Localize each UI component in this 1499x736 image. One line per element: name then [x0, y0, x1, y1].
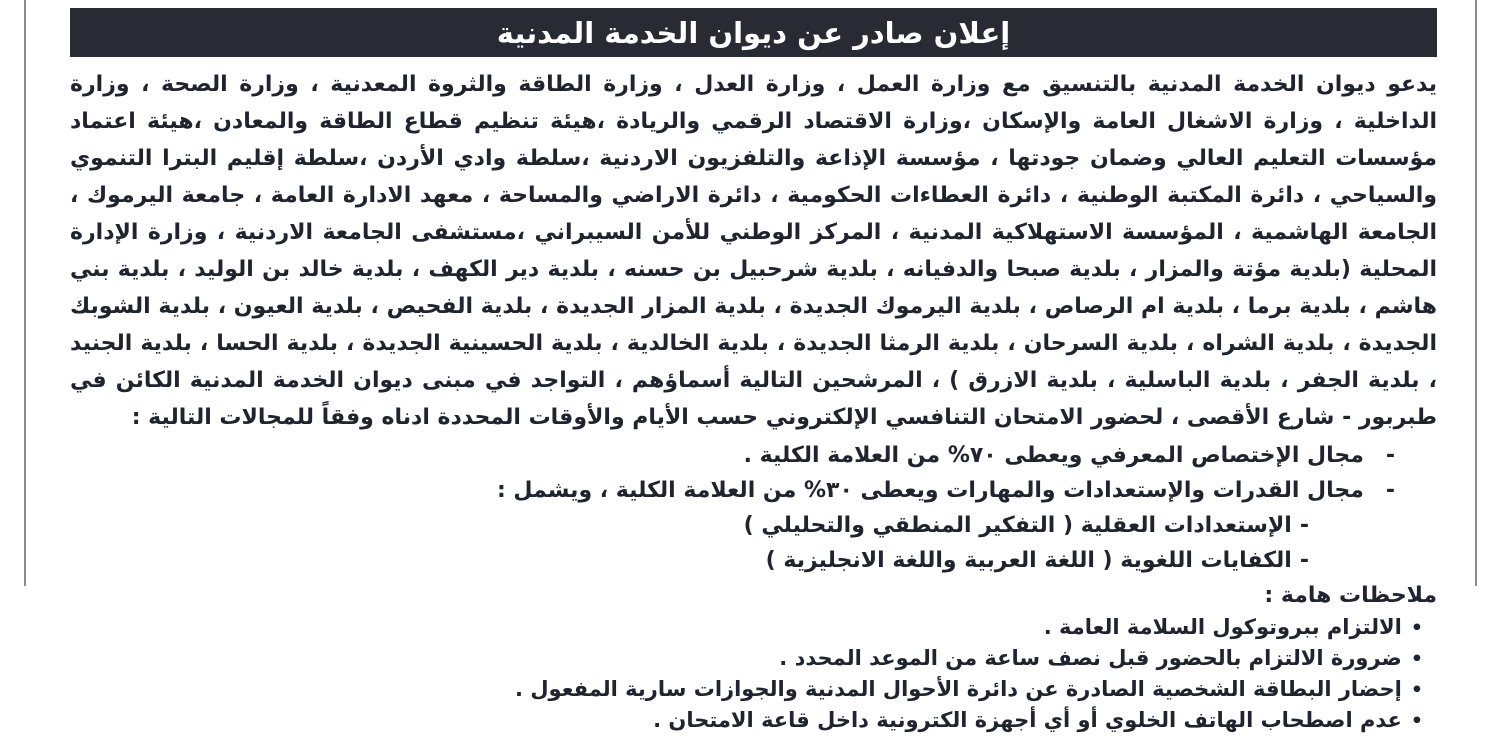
- note-item-clipped: [70, 705, 1437, 736]
- exam-field-item: [70, 473, 1437, 508]
- dot-bullet: •: [1410, 648, 1423, 670]
- exam-subitem-text: الكفايات اللغوية ( اللغة العربية واللغة الانجليزية ): [765, 548, 1292, 573]
- dash-bullet: -: [1299, 548, 1309, 573]
- announcement-paragraph: يدعو ديوان الخدمة المدنية بالتنسيق مع وزارة العمل ، وزارة العدل ، وزارة الطاقة والثروة المعدنية ، وزارة الصحة ، وزارة الداخلية ، وزارة الاشغال العامة والإسكان ،وزارة الاقتصاد الرقمي والريادة ،هيئة تنظيم قطاع الطاقة والمعادن ،هيئة اعتماد مؤسسات التعليم العالي وضمان جودتها ، مؤسسة الإذاعة والتلفزيون الاردنية ،سلطة وادي الأردن ،سلطة إقليم البترا التنموي والسياحي ، دائرة المكتبة الوطنية ، دائرة العطاءات الحكومية ، دائرة الاراضي والمساحة ، معهد الادارة العامة ، جامعة اليرموك ، الجامعة الهاشمية ، المؤسسة الاستهلاكية المدنية ، المركز الوطني للأمن السيبراني ،مستشفى الجامعة الاردنية ، وزارة الإدارة المحلية (بلدية مؤتة والمزار ، بلدية صبحا والدفيانه ، بلدية شرحبيل بن حسنه ، بلدية دير الكهف ، بلدية خالد بن الوليد ، بلدية بني هاشم ، بلدية برما ، بلدية ام الرصاص ، بلدية اليرموك الجديدة ، بلدية المزار الجديدة ، بلدية الفحيص ، بلدية العيون ، بلدية الشوبك الجديدة ، بلدية الشراه ، بلدية السرحان ، بلدية الرمثا الجديدة ، بلدية الخالدية ، بلدية الحسينية الجديدة ، بلدية الحسا ، بلدية الجنيد ، بلدية الجفر ، بلدية الباسلية ، بلدية الازرق ) ، المرشحين التالية أسماؤهم ، التواجد في مبنى ديوان الخدمة المدنية الكائن في طبربور - شارع الأقصى ، لحضور الامتحان التنافسي الإلكتروني حسب الأيام والأوقات المحددة ادناه وفقاً للمجالات التالية :: [70, 72, 1437, 430]
- note-text: عدم اصطحاب الهاتف الخلوي أو أي أجهزة الكترونية داخل قاعة الامتحان .: [653, 708, 1402, 732]
- page-right-edge-line: [1475, 0, 1477, 586]
- exam-field-item: [70, 438, 1437, 473]
- exam-field-text: مجال القدرات والإستعدادات والمهارات ويعطى ٣٠% من العلامة الكلية ، ويشمل :: [496, 478, 1364, 503]
- page-left-edge-line: [24, 0, 26, 586]
- dot-bullet: •: [1410, 617, 1423, 639]
- dash-bullet: -: [1385, 443, 1395, 468]
- announcement-title-bar: [70, 8, 1437, 57]
- note-text: ضرورة الالتزام بالحضور قبل نصف ساعة من الموعد المحدد .: [779, 646, 1402, 670]
- dash-bullet: -: [1299, 513, 1309, 538]
- dot-bullet: •: [1410, 710, 1423, 732]
- dot-bullet: •: [1410, 679, 1423, 701]
- announcement-body: [70, 8, 1437, 736]
- announcement-title: إعلان صادر عن ديوان الخدمة المدنية: [496, 15, 1011, 50]
- exam-subitem: [70, 508, 1437, 543]
- exam-subitem-text: الإستعدادات العقلية ( التفكير المنطقي والتحليلي ): [743, 513, 1292, 538]
- exam-subitem: [70, 543, 1437, 578]
- note-text: إحضار البطاقة الشخصية الصادرة عن دائرة الأحوال المدنية والجوازات سارية المفعول .: [515, 677, 1402, 701]
- note-item: [70, 643, 1437, 674]
- note-item: [70, 612, 1437, 643]
- dash-bullet: -: [1385, 478, 1395, 503]
- note-text: الالتزام ببروتوكول السلامة العامة .: [1043, 615, 1402, 639]
- notes-heading: ملاحظات هامة :: [1264, 583, 1437, 608]
- note-item: [70, 674, 1437, 705]
- exam-field-text: مجال الإختصاص المعرفي ويعطى ٧٠% من العلامة الكلية .: [743, 443, 1364, 468]
